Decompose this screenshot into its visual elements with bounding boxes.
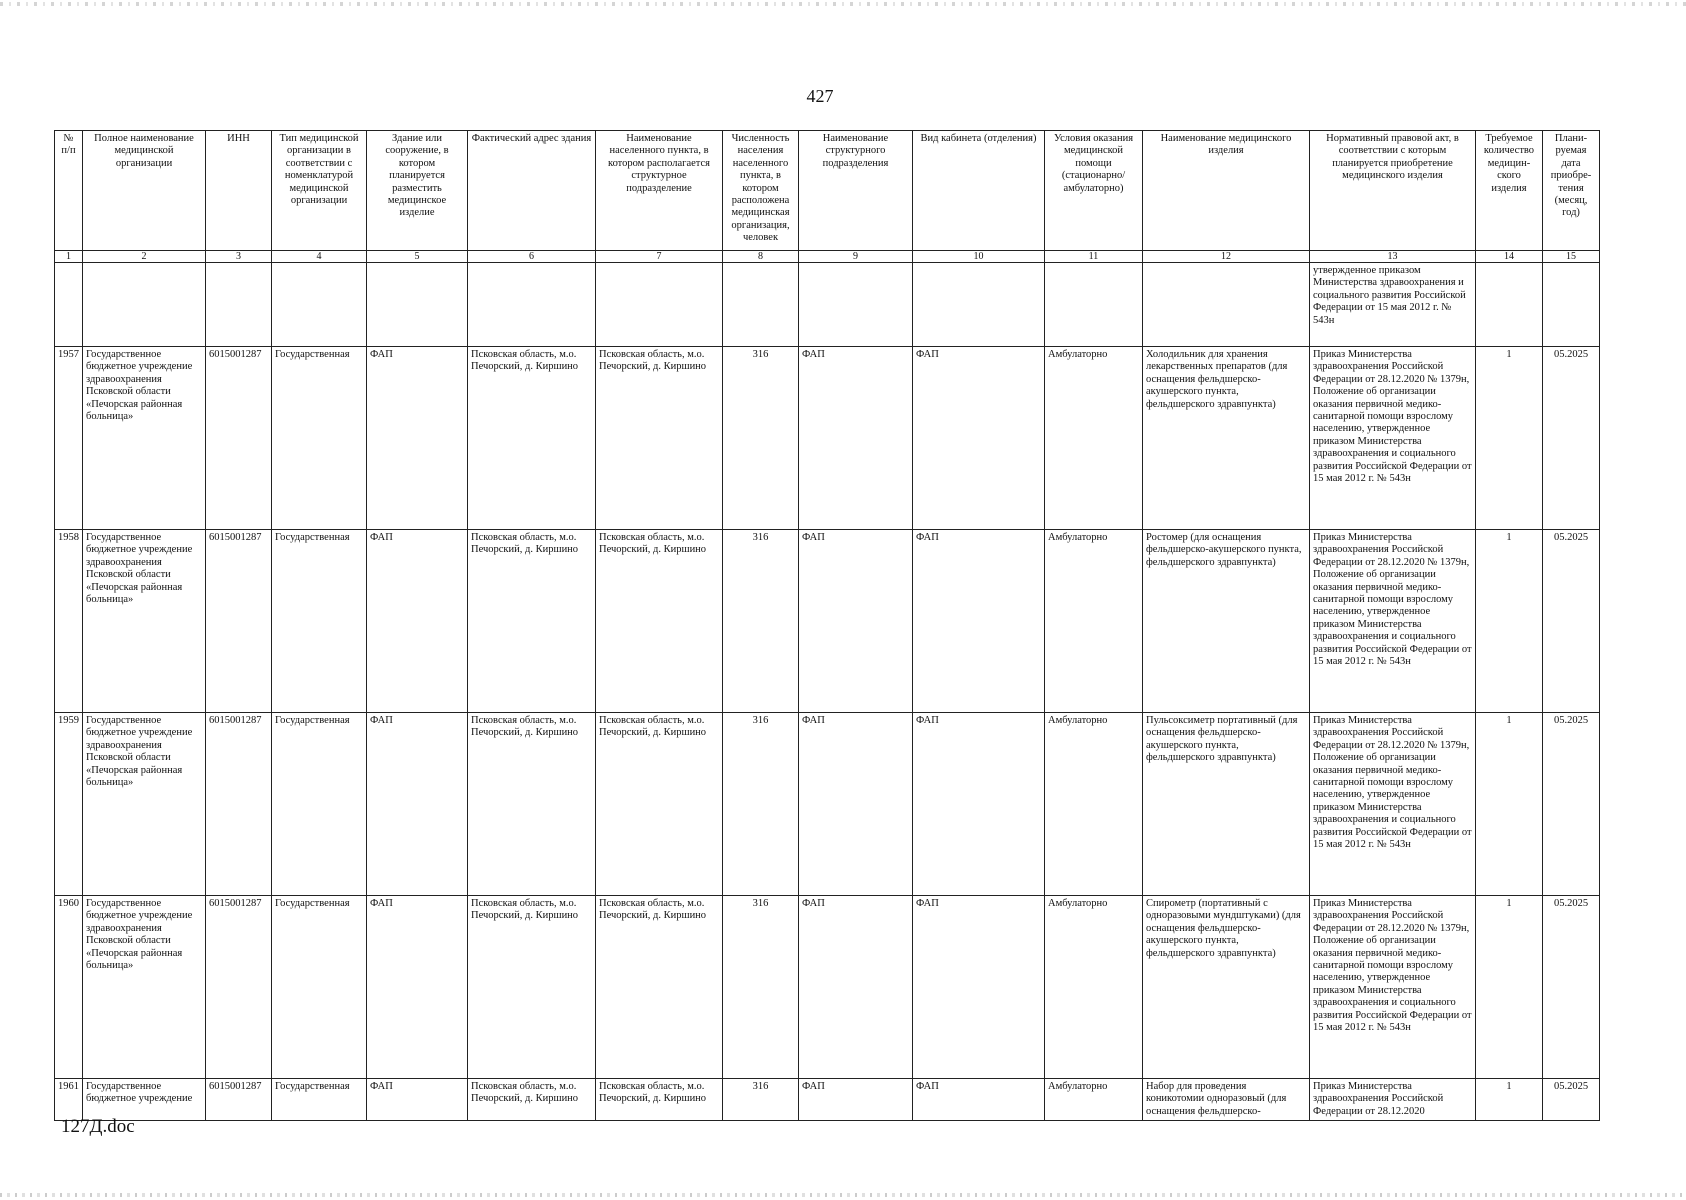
org-name: Государственное бюджетное учреждение xyxy=(83,1079,206,1121)
device: Набор для проведения коникотомии одноразовый (для оснащения фельдшерско- xyxy=(1143,1079,1310,1121)
org-type: Государственная xyxy=(272,530,367,713)
locality: Псковская область, м.о. Печорский, д. Киршино xyxy=(596,347,723,530)
col-header-device: Наименование медицинского изделия xyxy=(1143,131,1310,251)
building: ФАП xyxy=(367,713,468,896)
address: Псковская область, м.о. Печорский, д. Киршино xyxy=(468,530,596,713)
quantity: 1 xyxy=(1476,1079,1543,1121)
cabinet: ФАП xyxy=(913,713,1045,896)
col-header-type: Тип медицинской организации в соответствии с номенклатурой медицинской организации xyxy=(272,131,367,251)
conditions: Амбулаторно xyxy=(1045,347,1143,530)
population: 316 xyxy=(723,896,799,1079)
locality: Псковская область, м.о. Печорский, д. Киршино xyxy=(596,1079,723,1121)
building: ФАП xyxy=(367,896,468,1079)
continuation-act: утвержденное приказом Министерства здравоохранения и социального развития Российской Федерации от 15 мая 2012 г. № 543н xyxy=(1310,263,1476,347)
purchase-date: 05.2025 xyxy=(1543,347,1600,530)
col-header-building: Здание или сооружение, в котором планируется разместить медицинское изделие xyxy=(367,131,468,251)
column-number: 3 xyxy=(206,251,272,263)
unit: ФАП xyxy=(799,347,913,530)
unit: ФАП xyxy=(799,1079,913,1121)
purchase-date: 05.2025 xyxy=(1543,1079,1600,1121)
col-header-act: Нормативный правовой акт, в соответствии с которым планируется приобретение медицинского изделия xyxy=(1310,131,1476,251)
quantity: 1 xyxy=(1476,896,1543,1079)
inn: 6015001287 xyxy=(206,713,272,896)
device: Пульсоксиметр портативный (для оснащения фельдшерско-акушерского пункта, фельдшерского здравпункта) xyxy=(1143,713,1310,896)
address: Псковская область, м.о. Печорский, д. Киршино xyxy=(468,347,596,530)
inn: 6015001287 xyxy=(206,530,272,713)
column-number: 9 xyxy=(799,251,913,263)
table-row xyxy=(55,347,1600,530)
col-header-conditions: Условия оказания медицинской помощи (стационарно/ амбулаторно) xyxy=(1045,131,1143,251)
conditions: Амбулаторно xyxy=(1045,530,1143,713)
cabinet: ФАП xyxy=(913,896,1045,1079)
unit: ФАП xyxy=(799,713,913,896)
col-header-num: № п/п xyxy=(55,131,83,251)
legal-act: Приказ Министерства здравоохранения Российской Федерации от 28.12.2020 № 1379н, Положение об организации оказания первичной медико-санитарной помощи взрослому населению, утвержденное приказом Министерства здравоохранения и социального развития Российской Федерации от 15 мая 2012 г. № 543н xyxy=(1310,347,1476,530)
column-number: 11 xyxy=(1045,251,1143,263)
footer-filename: 127Д.doc xyxy=(61,1116,135,1137)
quantity: 1 xyxy=(1476,347,1543,530)
org-type: Государственная xyxy=(272,347,367,530)
column-number-row xyxy=(55,251,1600,263)
col-header-address: Фактический адрес здания xyxy=(468,131,596,251)
column-number: 6 xyxy=(468,251,596,263)
legal-act: Приказ Министерства здравоохранения Российской Федерации от 28.12.2020 № 1379н, Положение об организации оказания первичной медико-санитарной помощи взрослому населению, утвержденное приказом Министерства здравоохранения и социального развития Российской Федерации от 15 мая 2012 г. № 543н xyxy=(1310,896,1476,1079)
col-header-population: Численность населения населенного пункта, в котором расположена медицинская организация, человек xyxy=(723,131,799,251)
column-number: 2 xyxy=(83,251,206,263)
quantity: 1 xyxy=(1476,530,1543,713)
inn: 6015001287 xyxy=(206,347,272,530)
column-number: 10 xyxy=(913,251,1045,263)
column-number: 13 xyxy=(1310,251,1476,263)
row-num: 1959 xyxy=(55,713,83,896)
building: ФАП xyxy=(367,1079,468,1121)
conditions: Амбулаторно xyxy=(1045,896,1143,1079)
population: 316 xyxy=(723,530,799,713)
address: Псковская область, м.о. Печорский, д. Киршино xyxy=(468,713,596,896)
device: Холодильник для хранения лекарственных препаратов (для оснащения фельдшерско-акушерского пункта, фельдшерского здравпункта) xyxy=(1143,347,1310,530)
column-number: 7 xyxy=(596,251,723,263)
table-row xyxy=(55,1079,1600,1121)
cabinet: ФАП xyxy=(913,530,1045,713)
unit: ФАП xyxy=(799,896,913,1079)
column-number: 4 xyxy=(272,251,367,263)
org-type: Государственная xyxy=(272,896,367,1079)
population: 316 xyxy=(723,347,799,530)
building: ФАП xyxy=(367,530,468,713)
building: ФАП xyxy=(367,347,468,530)
device: Спирометр (портативный с одноразовыми мундштуками) (для оснащения фельдшерско-акушерского пункта, фельдшерского здравпункта) xyxy=(1143,896,1310,1079)
column-number: 15 xyxy=(1543,251,1600,263)
population: 316 xyxy=(723,713,799,896)
address: Псковская область, м.о. Печорский, д. Киршино xyxy=(468,896,596,1079)
population: 316 xyxy=(723,1079,799,1121)
purchase-date: 05.2025 xyxy=(1543,530,1600,713)
equipment-table xyxy=(54,130,1600,1121)
row-num: 1960 xyxy=(55,896,83,1079)
cabinet: ФАП xyxy=(913,347,1045,530)
legal-act: Приказ Министерства здравоохранения Российской Федерации от 28.12.2020 № 1379н, Положение об организации оказания первичной медико-санитарной помощи взрослому населению, утвержденное приказом Министерства здравоохранения и социального развития Российской Федерации от 15 мая 2012 г. № 543н xyxy=(1310,530,1476,713)
device: Ростомер (для оснащения фельдшерско-акушерского пункта, фельдшерского здравпункта) xyxy=(1143,530,1310,713)
inn: 6015001287 xyxy=(206,1079,272,1121)
locality: Псковская область, м.о. Печорский, д. Киршино xyxy=(596,896,723,1079)
locality: Псковская область, м.о. Печорский, д. Киршино xyxy=(596,713,723,896)
row-num: 1958 xyxy=(55,530,83,713)
col-header-org: Полное наименование медицинской организации xyxy=(83,131,206,251)
col-header-date: Плани-руемая дата приобре-тения (месяц, год) xyxy=(1543,131,1600,251)
col-header-inn: ИНН xyxy=(206,131,272,251)
purchase-date: 05.2025 xyxy=(1543,713,1600,896)
unit: ФАП xyxy=(799,530,913,713)
page-number: 427 xyxy=(806,86,834,106)
scan-edge-top xyxy=(0,2,1686,6)
table-row xyxy=(55,530,1600,713)
column-number: 8 xyxy=(723,251,799,263)
col-header-unit: Наименование структурного подразделения xyxy=(799,131,913,251)
column-number: 5 xyxy=(367,251,468,263)
col-header-cabinet: Вид кабинета (отделения) xyxy=(913,131,1045,251)
table-row xyxy=(55,713,1600,896)
quantity: 1 xyxy=(1476,713,1543,896)
row-num: 1957 xyxy=(55,347,83,530)
cabinet: ФАП xyxy=(913,1079,1045,1121)
address: Псковская область, м.о. Печорский, д. Киршино xyxy=(468,1079,596,1121)
conditions: Амбулаторно xyxy=(1045,713,1143,896)
col-header-locality: Наименование населенного пункта, в котором располагается структурное подразделение xyxy=(596,131,723,251)
purchase-date: 05.2025 xyxy=(1543,896,1600,1079)
org-type: Государственная xyxy=(272,713,367,896)
legal-act: Приказ Министерства здравоохранения Российской Федерации от 28.12.2020 № 1379н, Положение об организации оказания первичной медико-санитарной помощи взрослому населению, утвержденное приказом Министерства здравоохранения и социального развития Российской Федерации от 15 мая 2012 г. № 543н xyxy=(1310,713,1476,896)
column-number: 14 xyxy=(1476,251,1543,263)
conditions: Амбулаторно xyxy=(1045,1079,1143,1121)
table-row xyxy=(55,896,1600,1079)
row-num: 1961 xyxy=(55,1079,83,1121)
org-name: Государственное бюджетное учреждение здравоохранения Псковской области «Печорская районная больница» xyxy=(83,530,206,713)
continuation-row xyxy=(55,263,1600,347)
column-number: 1 xyxy=(55,251,83,263)
org-name: Государственное бюджетное учреждение здравоохранения Псковской области «Печорская районная больница» xyxy=(83,713,206,896)
column-number: 12 xyxy=(1143,251,1310,263)
inn: 6015001287 xyxy=(206,896,272,1079)
org-name: Государственное бюджетное учреждение здравоохранения Псковской области «Печорская районная больница» xyxy=(83,896,206,1079)
col-header-qty: Требуемое количество медицин-ского изделия xyxy=(1476,131,1543,251)
locality: Псковская область, м.о. Печорский, д. Киршино xyxy=(596,530,723,713)
header-row xyxy=(55,131,1600,251)
org-name: Государственное бюджетное учреждение здравоохранения Псковской области «Печорская районная больница» xyxy=(83,347,206,530)
org-type: Государственная xyxy=(272,1079,367,1121)
legal-act: Приказ Министерства здравоохранения Российской Федерации от 28.12.2020 xyxy=(1310,1079,1476,1121)
scan-edge-bottom xyxy=(0,1193,1686,1197)
